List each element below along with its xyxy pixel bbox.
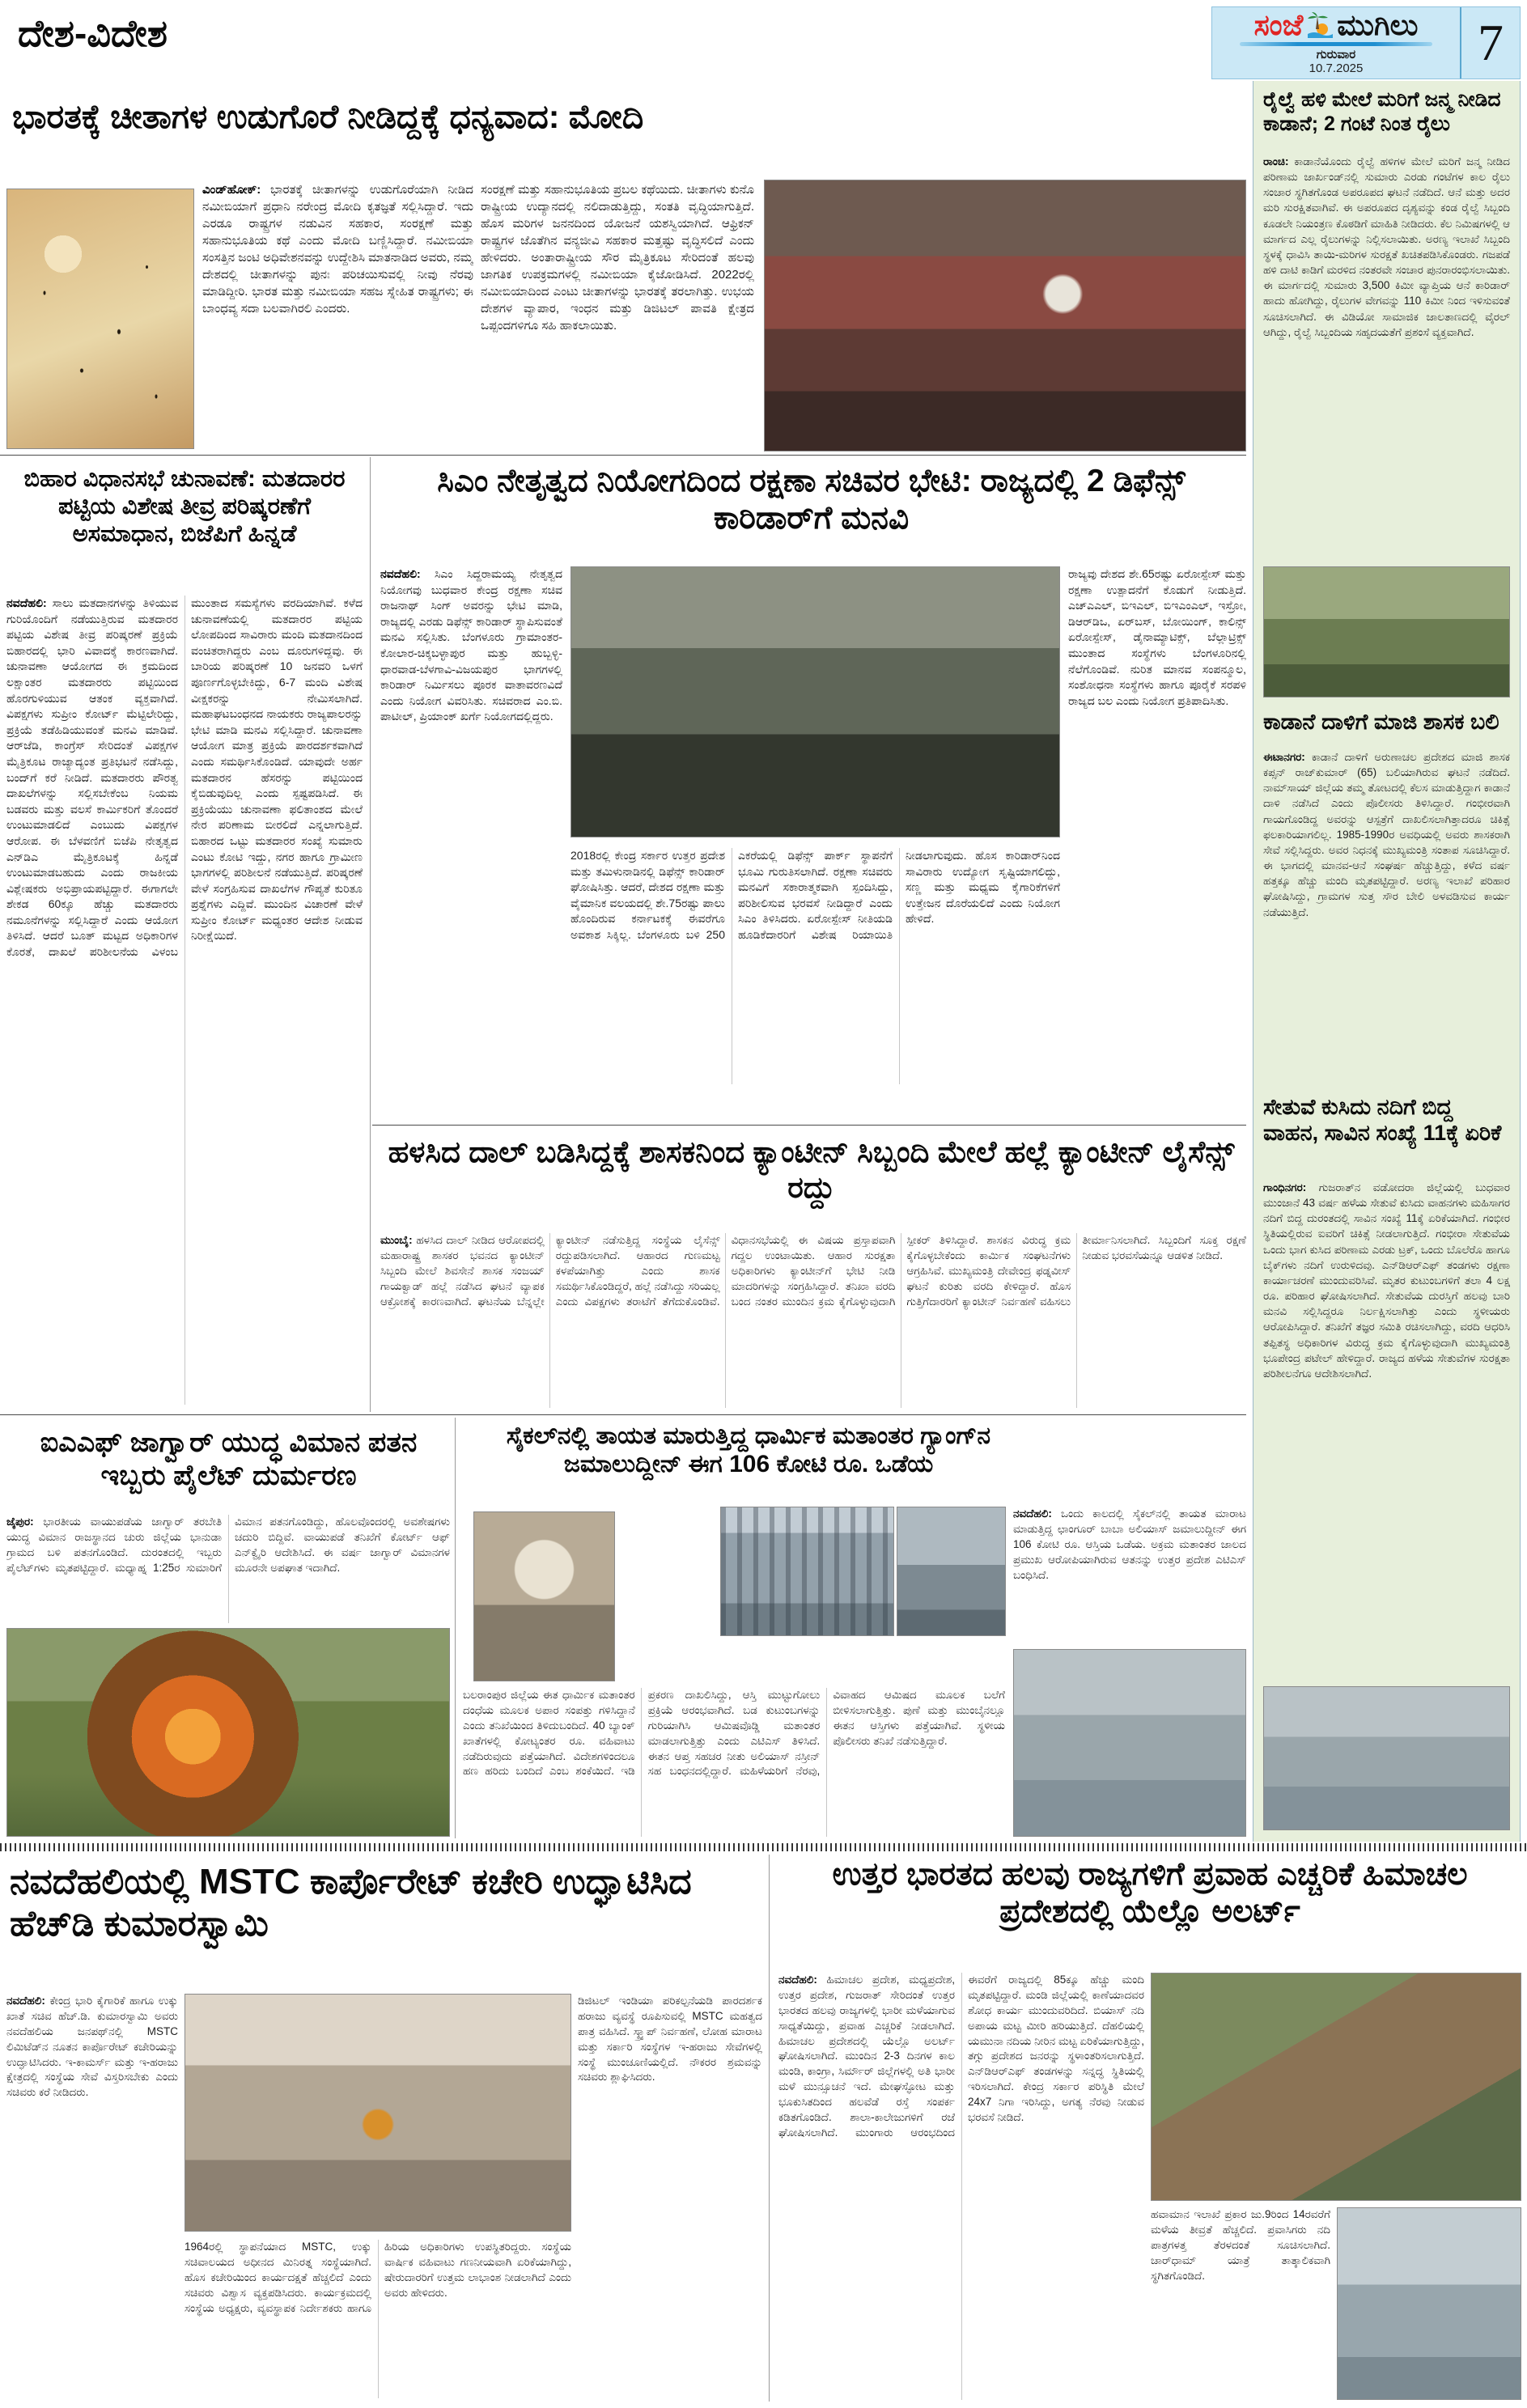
- headline-modi-cheetah[interactable]: ಭಾರತಕ್ಕೆ ಚೀತಾಗಳ ಉಡುಗೊರೆ ನೀಡಿದ್ದಕ್ಕೆ ಧನ್ಯವಾದ: ಮೋದಿ: [12, 98, 644, 135]
- modi-body-col1: ವಿಂಡ್‌ಹೋಕ್: ಭಾರತಕ್ಕೆ ಚೀತಾಗಳನ್ನು ಉಡುಗೊರೆಯಾಗಿ ನೀಡಿದ ನಮೀಬಿಯಾಗೆ ಪ್ರಧಾನಿ ನರೇಂದ್ರ ಮೋದಿ ಕೃತಜ್ಞತೆ ಸಲ್ಲಿಸಿದ್ದಾರೆ. ಇದು ಎರಡೂ ರಾಷ್ಟ್ರಗಳ ನಡುವಿನ ಸಹಕಾರ, ಸಂರಕ್ಷಣೆ ಮತ್ತು ಸಹಾನುಭೂತಿಯ ಕಥೆ ಎಂದು ಮೋದಿ ಬಣ್ಣಿಸಿದ್ದಾರೆ. ನಮೀಬಿಯಾ ಸಂಸತ್ತಿನ ಜಂಟಿ ಅಧಿವೇಶನವನ್ನು ಉದ್ದೇಶಿಸಿ ಮಾತನಾಡಿದ ಅವರು, ನಮ್ಮ ದೇಶದಲ್ಲಿ ಚೀತಾಗಳನ್ನು ಪುನಃ ಪರಿಚಯಿಸುವಲ್ಲಿ ನೀವು ನೆರವು ಮಾಡಿದ್ದೀರಿ. ಭಾರತ ಮತ್ತು ನಮೀಬಿಯಾ ಸಹಜ ಸ್ನೇಹಿತ ರಾಷ್ಟ್ರಗಳು; ಈ ಬಾಂಧವ್ಯ ಸದಾ ಬಲವಾಗಿರಲಿ ಎಂದರು.: [202, 183, 473, 316]
- baba-body-main: ಬಲರಾಂಪುರ ಜಿಲ್ಲೆಯ ಈತ ಧಾರ್ಮಿಕ ಮತಾಂತರ ದಂಧೆಯ ಮೂಲಕ ಅಪಾರ ಸಂಪತ್ತು ಗಳಿಸಿದ್ದಾನೆ ಎಂದು ತನಿಖೆಯಿಂದ ತಿಳಿದುಬಂದಿದೆ. 40 ಬ್ಯಾಂಕ್ ಖಾತೆಗಳಲ್ಲಿ ಕೋಟ್ಯಂತರ ರೂ. ವಹಿವಾಟು ನಡೆದಿರುವುದು ಪತ್ತೆಯಾಗಿದೆ. ವಿದೇಶಗಳಿಂದಲೂ ಹಣ ಹರಿದು ಬಂದಿದೆ ಎಂಬ ಶಂಕೆಯಿದೆ. ಇಡಿ ಪ್ರಕರಣ ದಾಖಲಿಸಿದ್ದು, ಆಸ್ತಿ ಮುಟ್ಟುಗೋಲು ಪ್ರಕ್ರಿಯೆ ಆರಂಭವಾಗಿದೆ. ಬಡ ಕುಟುಂಬಗಳನ್ನು ಗುರಿಯಾಗಿಸಿ ಆಮಿಷವೊಡ್ಡಿ ಮತಾಂತರ ಮಾಡಲಾಗುತ್ತಿತ್ತು ಎಂದು ಎಟಿಎಸ್ ತಿಳಿಸಿದೆ. ಈತನ ಆಪ್ತ ಸಹಚರ ನೀತು ಅಲಿಯಾಸ್ ನಸ್ರೀನ್ ಸಹ ಬಂಧನದಲ್ಲಿದ್ದಾರೆ. ಮಹಿಳೆಯರಿಗೆ ನೆರವು, ವಿವಾಹದ ಆಮಿಷದ ಮೂಲಕ ಬಲೆಗೆ ಬೀಳಿಸಲಾಗುತ್ತಿತ್ತು. ಪುಣೆ ಮತ್ತು ಮುಂಬೈನಲ್ಲೂ ಈತನ ಆಸ್ತಿಗಳು ಪತ್ತೆಯಾಗಿವೆ. ಸ್ಥಳೀಯ ಪೊಲೀಸರು ತನಿಖೆ ನಡೆಸುತ್ತಿದ್ದಾರೆ.: [463, 1689, 1005, 1778]
- dateline: ವಿಂಡ್‌ಹೋಕ್:: [202, 183, 261, 197]
- train-photo: [897, 1507, 1006, 1636]
- headline-baba-conversion[interactable]: ಸೈಕಲ್‌ನಲ್ಲಿ ತಾಯತ ಮಾರುತ್ತಿದ್ದ ಧಾರ್ಮಿಕ ಮತಾಂತರ ಗ್ಯಾಂಗ್‌ನ ಜಮಾಲುದ್ದೀನ್ ಈಗ 106 ಕೋಟಿ ರೂ. ಒಡೆಯ: [506, 1422, 991, 1478]
- parliament-photo: [764, 180, 1246, 451]
- mstc-body-left: ನವದೆಹಲಿ: ಕೇಂದ್ರ ಭಾರಿ ಕೈಗಾರಿಕೆ ಹಾಗೂ ಉಕ್ಕು ಖಾತೆ ಸಚಿವ ಹೆಚ್.ಡಿ. ಕುಮಾರಸ್ವಾಮಿ ಅವರು ನವದೆಹಲಿಯ ಜನಪಥ್‌ನಲ್ಲಿ MSTC ಲಿಮಿಟೆಡ್‌ನ ನೂತನ ಕಾರ್ಪೊರೇಟ್ ಕಚೇರಿಯನ್ನು ಉದ್ಘಾಟಿಸಿದರು. ಇ-ಕಾಮರ್ಸ್ ಮತ್ತು ಇ-ಹರಾಜು ಕ್ಷೇತ್ರದಲ್ಲಿ ಸಂಸ್ಥೆಯ ಸೇವೆ ವಿಸ್ತರಿಸಬೇಕು ಎಂದು ಸಚಿವರು ಕರೆ ನೀಡಿದರು.: [6, 1995, 178, 2099]
- himachal-body-bottom: ಹವಾಮಾನ ಇಲಾಖೆ ಪ್ರಕಾರ ಜು.9ರಿಂದ 14ರವರೆಗೆ ಮಳೆಯ ತೀವ್ರತೆ ಹೆಚ್ಚಲಿದೆ. ಪ್ರವಾಸಿಗರು ನದಿ ಪಾತ್ರಗಳತ್ತ ತೆರಳದಂತೆ ಸೂಚಿಸಲಾಗಿದೆ. ಚಾರ್‌ಧಾಮ್ ಯಾತ್ರೆ ತಾತ್ಕಾಲಿಕವಾಗಿ ಸ್ಥಗಿತಗೊಂಡಿದೆ.: [1151, 2208, 1330, 2282]
- crash-fire-photo: [6, 1628, 450, 1837]
- defense-body-bottom: 2018ರಲ್ಲಿ ಕೇಂದ್ರ ಸರ್ಕಾರ ಉತ್ತರ ಪ್ರದೇಶ ಮತ್ತು ತಮಿಳುನಾಡಿನಲ್ಲಿ ಡಿಫೆನ್ಸ್ ಕಾರಿಡಾರ್ ಘೋಷಿಸಿತ್ತು. ಆದರೆ, ದೇಶದ ರಕ್ಷಣಾ ಮತ್ತು ವೈಮಾನಿಕ ವಲಯದಲ್ಲಿ ಶೇ.75ರಷ್ಟು ಪಾಲು ಹೊಂದಿರುವ ಕರ್ನಾಟಕಕ್ಕೆ ಈವರೆಗೂ ಅವಕಾಶ ಸಿಕ್ಕಿಲ್ಲ. ಬೆಂಗಳೂರು ಬಳಿ 250 ಎಕರೆಯಲ್ಲಿ ಡಿಫೆನ್ಸ್ ಪಾರ್ಕ್ ಸ್ಥಾಪನೆಗೆ ಭೂಮಿ ಗುರುತಿಸಲಾಗಿದೆ. ರಕ್ಷಣಾ ಸಚಿವರು ಮನವಿಗೆ ಸಕಾರಾತ್ಮಕವಾಗಿ ಸ್ಪಂದಿಸಿದ್ದು, ಪರಿಶೀಲಿಸುವ ಭರವಸೆ ನೀಡಿದ್ದಾರೆ ಎಂದು ಸಿಎಂ ತಿಳಿಸಿದರು. ಏರೋಸ್ಪೇಸ್ ನೀತಿಯಡಿ ಹೂಡಿಕೆದಾರರಿಗೆ ವಿಶೇಷ ರಿಯಾಯಿತಿ ನೀಡಲಾಗುವುದು. ಹೊಸ ಕಾರಿಡಾರ್‌ನಿಂದ ಸಾವಿರಾರು ಉದ್ಯೋಗ ಸೃಷ್ಟಿಯಾಗಲಿದ್ದು, ಸಣ್ಣ ಮತ್ತು ಮಧ್ಯಮ ಕೈಗಾರಿಕೆಗಳಿಗೆ ಉತ್ತೇಜನ ದೊರೆಯಲಿದೆ ಎಂದು ನಿಯೋಗ ಹೇಳಿದೆ.: [571, 849, 1060, 941]
- page-number: 7: [1460, 7, 1520, 78]
- rail-elephant-body: ರಾಂಚಿ: ಕಾಡಾನೆಯೊಂದು ರೈಲ್ವೆ ಹಳಿಗಳ ಮೇಲೆ ಮರಿಗೆ ಜನ್ಮ ನೀಡಿದ ಪರಿಣಾಮ ಜಾರ್ಖಂಡ್‌ನಲ್ಲಿ ಸುಮಾರು ಎರಡು ಗಂಟೆಗಳ ಕಾಲ ರೈಲು ಸಂಚಾರ ಸ್ಥಗಿತಗೊಂಡ ಅಪರೂಪದ ಘಟನೆ ನಡೆದಿದೆ. ಆನೆ ಮತ್ತು ಅದರ ಮರಿ ಸುರಕ್ಷಿತವಾಗಿವೆ. ಈ ಅಪರೂಪದ ದೃಶ್ಯವನ್ನು ಕಂಡ ರೈಲ್ವೆ ಸಿಬ್ಬಂದಿ ಕೂಡಲೇ ನಿಯಂತ್ರಣ ಕೊಠಡಿಗೆ ಮಾಹಿತಿ ನೀಡಿದರು. ಕೆಲ ನಿಮಿಷಗಳಲ್ಲಿ ಆ ಮಾರ್ಗದ ಎಲ್ಲ ರೈಲುಗಳನ್ನು ನಿಲ್ಲಿಸಲಾಯಿತು. ಅರಣ್ಯ ಇಲಾಖೆ ಸಿಬ್ಬಂದಿ ಸ್ಥಳಕ್ಕೆ ಧಾವಿಸಿ ತಾಯಿ-ಮರಿಗಳ ಸುರಕ್ಷತೆ ಖಚಿತಪಡಿಸಿಕೊಂಡರು. ಗಜಪಡೆ ಹಳಿ ದಾಟಿ ಕಾಡಿಗೆ ಮರಳಿದ ನಂತರವೇ ಸಂಚಾರ ಪುನರಾರಂಭಿಸಲಾಯಿತು. ಈ ಮಾರ್ಗದಲ್ಲಿ ಸುಮಾರು 3,500 ಕಿಮೀ ವ್ಯಾಪ್ತಿಯ ಆನೆ ಕಾರಿಡಾರ್ ಹಾದು ಹೋಗಿದ್ದು, ರೈಲುಗಳ ವೇಗವನ್ನು 110 ಕಿಮೀ ನಿಂದ ಇಳಿಸುವಂತೆ ಸೂಚಿಸಲಾಗಿದೆ. ಈ ವಿಡಿಯೋ ಸಾಮಾಜಿಕ ಜಾಲತಾಣದಲ್ಲಿ ವೈರಲ್ ಆಗಿದ್ದು, ರೈಲ್ವೆ ಸಿಬ್ಬಂದಿಯ ಸಹೃದಯತೆಗೆ ಪ್ರಶಂಸೆ ವ್ಯಕ್ತವಾಗಿದೆ.: [1263, 155, 1510, 338]
- headline-rail-elephant[interactable]: ರೈಲ್ವೆ ಹಳಿ ಮೇಲೆ ಮರಿಗೆ ಜನ್ಮ ನೀಡಿದ ಕಾಡಾನೆ; 2 ಗಂಟೆ ನಿಂತ ರೈಲು: [1263, 88, 1501, 135]
- jaguar-body: ಜೈಪುರ: ಭಾರತೀಯ ವಾಯುಪಡೆಯ ಜಾಗ್ವಾರ್ ತರಬೇತಿ ಯುದ್ಧ ವಿಮಾನ ರಾಜಸ್ಥಾನದ ಚುರು ಜಿಲ್ಲೆಯ ಭಾನುಡಾ ಗ್ರಾಮದ ಬಳಿ ಪತನಗೊಂಡಿದೆ. ದುರಂತದಲ್ಲಿ ಇಬ್ಬರು ಪೈಲೆಟ್‌ಗಳು ಮೃತಪಟ್ಟಿದ್ದಾರೆ. ಮಧ್ಯಾಹ್ನ 1:25ರ ಸುಮಾರಿಗೆ ವಿಮಾನ ಪತನಗೊಂಡಿದ್ದು, ಹೊಲವೊಂದರಲ್ಲಿ ಅವಶೇಷಗಳು ಚದುರಿ ಬಿದ್ದಿವೆ. ವಾಯುಪಡೆ ತನಿಖೆಗೆ ಕೋರ್ಟ್ ಆಫ್ ಎನ್‌ಕ್ವೈರಿ ಆದೇಶಿಸಿದೆ. ಈ ವರ್ಷ ಜಾಗ್ವಾರ್ ವಿಮಾನಗಳ ಮೂರನೇ ಅಪಘಾತ ಇದಾಗಿದೆ.: [6, 1516, 450, 1574]
- masthead-day: ಗುರುವಾರ: [1316, 48, 1356, 61]
- dateline: ನವದೆಹಲಿ:: [380, 567, 421, 580]
- building-photo: [720, 1507, 894, 1636]
- defense-body-left: ನವದೆಹಲಿ: ಸಿಎಂ ಸಿದ್ದರಾಮಯ್ಯ ನೇತೃತ್ವದ ನಿಯೋಗವು ಬುಧವಾರ ಕೇಂದ್ರ ರಕ್ಷಣಾ ಸಚಿವ ರಾಜನಾಥ್ ಸಿಂಗ್ ಅವರನ್ನು ಭೇಟಿ ಮಾಡಿ, ರಾಜ್ಯದಲ್ಲಿ ಎರಡು ಡಿಫೆನ್ಸ್ ಕಾರಿಡಾರ್ ಸ್ಥಾಪಿಸುವಂತೆ ಮನವಿ ಸಲ್ಲಿಸಿತು. ಬೆಂಗಳೂರು ಗ್ರಾಮಾಂತರ-ಕೋಲಾರ-ಚಿಕ್ಕಬಳ್ಳಾಪುರ ಮತ್ತು ಹುಬ್ಬಳ್ಳಿ-ಧಾರವಾಡ-ಬೆಳಗಾವಿ-ವಿಜಯಪುರ ಭಾಗಗಳಲ್ಲಿ ಕಾರಿಡಾರ್ ನಿರ್ಮಿಸಲು ಪೂರಕ ವಾತಾವರಣವಿದೆ ಎಂದು ನಿಯೋಗ ವಿವರಿಸಿತು. ಸಚಿವರಾದ ಎಂ.ಬಿ. ಪಾಟೀಲ್, ಪ್ರಿಯಾಂಕ್ ಖರ್ಗೆ ನಿಯೋಗದಲ್ಲಿದ್ದರು.: [380, 567, 562, 723]
- himachal-body-main: ನವದೆಹಲಿ: ಹಿಮಾಚಲ ಪ್ರದೇಶ, ಮಧ್ಯಪ್ರದೇಶ, ಉತ್ತರ ಪ್ರದೇಶ, ಗುಜರಾತ್ ಸೇರಿದಂತೆ ಉತ್ತರ ಭಾರತದ ಹಲವು ರಾಜ್ಯಗಳಲ್ಲಿ ಭಾರೀ ಮಳೆಯಾಗುವ ಸಾಧ್ಯತೆಯಿದ್ದು, ಪ್ರವಾಹ ಎಚ್ಚರಿಕೆ ನೀಡಲಾಗಿದೆ. ಹಿಮಾಚಲ ಪ್ರದೇಶದಲ್ಲಿ ಯೆಲ್ಲೊ ಅಲರ್ಟ್ ಘೋಷಿಸಲಾಗಿದೆ. ಮುಂದಿನ 2-3 ದಿನಗಳ ಕಾಲ ಮಂಡಿ, ಕಾಂಗ್ರಾ, ಸಿರ್ಮೌರ್ ಜಿಲ್ಲೆಗಳಲ್ಲಿ ಅತಿ ಭಾರೀ ಮಳೆ ಮುನ್ಸೂಚನೆ ಇದೆ. ಮೇಘಸ್ಫೋಟ ಮತ್ತು ಭೂಕುಸಿತದಿಂದ ಹಲವೆಡೆ ರಸ್ತೆ ಸಂಪರ್ಕ ಕಡಿತಗೊಂಡಿದೆ. ಶಾಲಾ-ಕಾಲೇಜುಗಳಿಗೆ ರಜೆ ಘೋಷಿಸಲಾಗಿದೆ. ಮುಂಗಾರು ಆರಂಭದಿಂದ ಈವರೆಗೆ ರಾಜ್ಯದಲ್ಲಿ 85ಕ್ಕೂ ಹೆಚ್ಚು ಮಂದಿ ಮೃತಪಟ್ಟಿದ್ದಾರೆ. ಮಂಡಿ ಜಿಲ್ಲೆಯಲ್ಲಿ ಕಾಣೆಯಾದವರ ಶೋಧ ಕಾರ್ಯ ಮುಂದುವರಿದಿದೆ. ಬಿಯಾಸ್ ನದಿ ಅಪಾಯ ಮಟ್ಟ ಮೀರಿ ಹರಿಯುತ್ತಿದೆ. ದೆಹಲಿಯಲ್ಲಿ ಯಮುನಾ ನದಿಯ ನೀರಿನ ಮಟ್ಟ ಏರಿಕೆಯಾಗುತ್ತಿದ್ದು, ತಗ್ಗು ಪ್ರದೇಶದ ಜನರನ್ನು ಸ್ಥಳಾಂತರಿಸಲಾಗುತ್ತಿದೆ. ಎನ್‌ಡಿಆರ್‌ಎಫ್ ತಂಡಗಳನ್ನು ಸನ್ನದ್ಧ ಸ್ಥಿತಿಯಲ್ಲಿ ಇರಿಸಲಾಗಿದೆ. ಕೇಂದ್ರ ಸರ್ಕಾರ ಪರಿಸ್ಥಿತಿ ಮೇಲೆ 24x7 ನಿಗಾ ಇರಿಸಿದ್ದು, ಅಗತ್ಯ ನೆರವು ನೀಡುವ ಭರವಸೆ ನೀಡಿದೆ.: [778, 1973, 1144, 2139]
- headline-jaguar-crash[interactable]: ಐಎಎಫ್ ಜಾಗ್ವಾರ್ ಯುದ್ಧ ವಿಮಾನ ಪತನ ಇಬ್ಬರು ಪೈಲೆಟ್ ದುರ್ಮರಣ: [40, 1427, 418, 1492]
- flood-bridge-photo: [1337, 2207, 1521, 2400]
- bridge-river-photo: [1013, 1649, 1246, 1837]
- broken-bridge-photo: [1263, 1686, 1510, 1830]
- masthead: [1211, 6, 1521, 79]
- mstc-body-right: ಡಿಜಿಟಲ್ ಇಂಡಿಯಾ ಪರಿಕಲ್ಪನೆಯಡಿ ಪಾರದರ್ಶಕ ಹರಾಜು ವ್ಯವಸ್ಥೆ ರೂಪಿಸುವಲ್ಲಿ MSTC ಮಹತ್ವದ ಪಾತ್ರ ವಹಿಸಿದೆ. ಸ್ಕ್ರ್ಯಾಪ್ ನಿರ್ವಹಣೆ, ಲೋಹ ಮಾರಾಟ ಮತ್ತು ಸರ್ಕಾರಿ ಸಂಸ್ಥೆಗಳ ಇ-ಹರಾಜು ಸೇವೆಗಳಲ್ಲಿ ಸಂಸ್ಥೆ ಮುಂಚೂಣಿಯಲ್ಲಿದೆ. ನೌಕರರ ಶ್ರಮವನ್ನು ಸಚಿವರು ಶ್ಲಾಘಿಸಿದರು.: [578, 1995, 762, 2084]
- dateline: ನವದೆಹಲಿ:: [778, 1973, 817, 1986]
- mla-elephant-body: ಈಟಾನಗರ: ಕಾಡಾನೆ ದಾಳಿಗೆ ಅರುಣಾಚಲ ಪ್ರದೇಶದ ಮಾಜಿ ಶಾಸಕ ಕಪ್ಸನ್ ರಾಜ್‌ಕುಮಾರ್ (65) ಬಲಿಯಾಗಿರುವ ಘಟನೆ ನಡೆದಿದೆ. ನಾಮ್‌ಸಾಯ್ ಜಿಲ್ಲೆಯ ತಮ್ಮ ತೋಟದಲ್ಲಿ ಕೆಲಸ ಮಾಡುತ್ತಿದ್ದಾಗ ಕಾಡಾನೆ ದಾಳಿ ನಡೆಸಿದೆ ಎಂದು ಪೊಲೀಸರು ತಿಳಿಸಿದ್ದಾರೆ. ಗಂಭೀರವಾಗಿ ಗಾಯಗೊಂಡಿದ್ದ ಅವರನ್ನು ಆಸ್ಪತ್ರೆಗೆ ದಾಖಲಿಸಲಾಗಿತ್ತಾದರೂ ಚಿಕಿತ್ಸೆ ಫಲಕಾರಿಯಾಗಲಿಲ್ಲ. 1985-1990ರ ಅವಧಿಯಲ್ಲಿ ಅವರು ಶಾಸಕರಾಗಿ ಸೇವೆ ಸಲ್ಲಿಸಿದ್ದರು. ಅವರ ನಿಧನಕ್ಕೆ ಮುಖ್ಯಮಂತ್ರಿ ಸಂತಾಪ ಸೂಚಿಸಿದ್ದಾರೆ. ಈ ಭಾಗದಲ್ಲಿ ಮಾನವ-ಆನೆ ಸಂಘರ್ಷ ಹೆಚ್ಚುತ್ತಿದ್ದು, ಕಳೆದ ವರ್ಷ ಹತ್ತಕ್ಕೂ ಹೆಚ್ಚು ಮಂದಿ ಮೃತಪಟ್ಟಿದ್ದಾರೆ. ಅರಣ್ಯ ಇಲಾಖೆ ಪರಿಹಾರ ಘೋಷಿಸಿದ್ದು, ಗ್ರಾಮಗಳ ಸುತ್ತ ಸೌರ ಬೇಲಿ ಅಳವಡಿಸುವ ಕಾರ್ಯ ನಡೆಯುತ್ತಿದೆ.: [1263, 751, 1510, 918]
- masthead-title-red: ಸಂಜೆ: [1253, 8, 1304, 41]
- masthead-title-black: ಮುಗಿಲು: [1337, 8, 1419, 41]
- defense-body-right: ರಾಜ್ಯವು ದೇಶದ ಶೇ.65ರಷ್ಟು ಏರೋಸ್ಪೇಸ್ ಮತ್ತು ರಕ್ಷಣಾ ಉತ್ಪಾದನೆಗೆ ಕೊಡುಗೆ ನೀಡುತ್ತಿದೆ. ಎಚ್‌ಎಎಲ್, ಬಿಇಎಲ್, ಬಿಇಎಂಎಲ್, ಇಸ್ರೋ, ಡಿಆರ್‌ಡಿಒ, ಏರ್‌ಬಸ್, ಬೋಯಿಂಗ್, ಕಾಲಿನ್ಸ್ ಏರೋಸ್ಪೇಸ್, ಡೈನಾಮ್ಯಾಟಿಕ್ಸ್, ಬೆಲ್ಲಾಟ್ರಿಕ್ಸ್ ಮುಂತಾದ ಸಂಸ್ಥೆಗಳು ಬೆಂಗಳೂರಿನಲ್ಲಿ ನೆಲೆಗೊಂಡಿವೆ. ನುರಿತ ಮಾನವ ಸಂಪನ್ಮೂಲ, ಸಂಶೋಧನಾ ಸಂಸ್ಥೆಗಳು ಹಾಗೂ ಪೂರೈಕೆ ಸರಪಳಿ ರಾಜ್ಯದ ಬಲ ಎಂದು ನಿಯೋಗ ಪ್ರತಿಪಾದಿಸಿತು.: [1068, 567, 1246, 707]
- section-header: ದೇಶ-ವಿದೇಶ: [18, 12, 168, 54]
- meeting-photo: [571, 566, 1060, 837]
- palm-sun-logo-icon: [1306, 11, 1334, 39]
- baba-portrait-photo: [473, 1511, 615, 1681]
- landslide-photo: [1151, 1973, 1521, 2201]
- modi-body-col2: ಸಂರಕ್ಷಣೆ ಮತ್ತು ಸಹಾನುಭೂತಿಯ ಪ್ರಬಲ ಕಥೆಯಿದು. ಚೀತಾಗಳು ಕುನೊ ರಾಷ್ಟ್ರೀಯ ಉದ್ಯಾನದಲ್ಲಿ ನಲಿದಾಡುತ್ತಿದ್ದು, ಸಂತತಿ ವೃದ್ಧಿಯಾಗುತ್ತಿದೆ. ಹೊಸ ಮರಿಗಳ ಜನನದಿಂದ ಯೋಜನೆ ಯಶಸ್ವಿಯಾಗಿದೆ. ಆಫ್ರಿಕನ್ ರಾಷ್ಟ್ರಗಳ ಜೊತೆಗಿನ ವನ್ಯಜೀವಿ ಸಹಕಾರ ಮತ್ತಷ್ಟು ವೃದ್ಧಿಸಲಿದೆ ಎಂದು ಹೇಳಿದರು. ಅಂತಾರಾಷ್ಟ್ರೀಯ ಸೌರ ಮೈತ್ರಿಕೂಟ ಸೇರಿದಂತೆ ಹಲವು ಜಾಗತಿಕ ಉಪಕ್ರಮಗಳಲ್ಲಿ ನಮೀಬಿಯಾ ಕೈಜೋಡಿಸಿದೆ. 2022ರಲ್ಲಿ ನಮೀಬಿಯಾದಿಂದ ಎಂಟು ಚೀತಾಗಳನ್ನು ಭಾರತಕ್ಕೆ ತರಲಾಗಿತ್ತು. ಉಭಯ ದೇಶಗಳ ವ್ಯಾಪಾರ, ಇಂಧನ ಮತ್ತು ಡಿಜಿಟಲ್ ಪಾವತಿ ಕ್ಷೇತ್ರದ ಒಪ್ಪಂದಗಳಿಗೂ ಸಹಿ ಹಾಕಲಾಯಿತು.: [481, 183, 754, 333]
- dateline: ರಾಂಚಿ:: [1263, 155, 1289, 167]
- headline-bihar-election[interactable]: ಬಿಹಾರ ವಿಧಾನಸಭೆ ಚುನಾವಣೆ: ಮತದಾರರ ಪಟ್ಟಿಯ ವಿಶೇಷ ತೀವ್ರ ಪರಿಷ್ಕರಣೆಗೆ ಅಸಮಾಧಾನ, ಬಿಜೆಪಿಗೆ ಹಿನ್ನಡೆ: [23, 466, 346, 548]
- canteen-body: ಮುಂಬೈ: ಹಳಸಿದ ದಾಲ್ ನೀಡಿದ ಆರೋಪದಲ್ಲಿ ಮಹಾರಾಷ್ಟ್ರ ಶಾಸಕರ ಭವನದ ಕ್ಯಾಂಟೀನ್ ಸಿಬ್ಬಂದಿ ಮೇಲೆ ಶಿವಸೇನೆ ಶಾಸಕ ಸಂಜಯ್ ಗಾಯಕ್ವಾಡ್ ಹಲ್ಲೆ ನಡೆಸಿದ ಘಟನೆ ವ್ಯಾಪಕ ಆಕ್ರೋಶಕ್ಕೆ ಕಾರಣವಾಗಿದೆ. ಘಟನೆಯ ಬೆನ್ನಲ್ಲೇ ಕ್ಯಾಂಟೀನ್ ನಡೆಸುತ್ತಿದ್ದ ಸಂಸ್ಥೆಯ ಲೈಸೆನ್ಸ್ ರದ್ದುಪಡಿಸಲಾಗಿದೆ. ಆಹಾರದ ಗುಣಮಟ್ಟ ಕಳಪೆಯಾಗಿತ್ತು ಎಂದು ಶಾಸಕ ಸಮರ್ಥಿಸಿಕೊಂಡಿದ್ದರೆ, ಹಲ್ಲೆ ನಡೆಸಿದ್ದು ಸರಿಯಲ್ಲ ಎಂದು ವಿಪಕ್ಷಗಳು ತರಾಟೆಗೆ ತೆಗೆದುಕೊಂಡಿವೆ. ವಿಧಾನಸಭೆಯಲ್ಲಿ ಈ ವಿಷಯ ಪ್ರಸ್ತಾಪವಾಗಿ ಗದ್ದಲ ಉಂಟಾಯಿತು. ಆಹಾರ ಸುರಕ್ಷತಾ ಅಧಿಕಾರಿಗಳು ಕ್ಯಾಂಟೀನ್‌ಗೆ ಭೇಟಿ ನೀಡಿ ಮಾದರಿಗಳನ್ನು ಸಂಗ್ರಹಿಸಿದ್ದಾರೆ. ತನಿಖಾ ವರದಿ ಬಂದ ನಂತರ ಮುಂದಿನ ಕ್ರಮ ಕೈಗೊಳ್ಳುವುದಾಗಿ ಸ್ಪೀಕರ್ ತಿಳಿಸಿದ್ದಾರೆ. ಶಾಸಕನ ವಿರುದ್ಧ ಕ್ರಮ ಕೈಗೊಳ್ಳಬೇಕೆಂದು ಕಾರ್ಮಿಕ ಸಂಘಟನೆಗಳು ಆಗ್ರಹಿಸಿವೆ. ಮುಖ್ಯಮಂತ್ರಿ ದೇವೇಂದ್ರ ಫಡ್ನವೀಸ್ ಘಟನೆ ಕುರಿತು ವರದಿ ಕೇಳಿದ್ದಾರೆ. ಹೊಸ ಗುತ್ತಿಗೆದಾರರಿಗೆ ಕ್ಯಾಂಟೀನ್ ನಿರ್ವಹಣೆ ವಹಿಸಲು ತೀರ್ಮಾನಿಸಲಾಗಿದೆ. ಸಿಬ್ಬಂದಿಗೆ ಸೂಕ್ತ ರಕ್ಷಣೆ ನೀಡುವ ಭರವಸೆಯನ್ನೂ ಆಡಳಿತ ನೀಡಿದೆ.: [380, 1234, 1246, 1308]
- ribbon-cutting-photo: [185, 1994, 571, 2232]
- dateline: ಗಾಂಧಿನಗರ:: [1263, 1181, 1307, 1193]
- dotted-divider: [0, 1843, 1527, 1851]
- dateline: ನವದೆಹಲಿ:: [6, 596, 47, 609]
- headline-mla-elephant[interactable]: ಕಾಡಾನೆ ದಾಳಿಗೆ ಮಾಜಿ ಶಾಸಕ ಬಲಿ: [1263, 710, 1499, 734]
- dateline: ಜೈಪುರ:: [6, 1516, 34, 1528]
- dateline: ನವದೆಹಲಿ:: [6, 1995, 45, 2007]
- cheetah-photo: [6, 189, 194, 449]
- bridge-body: ಗಾಂಧಿನಗರ: ಗುಜರಾತ್‌ನ ವಡೋದರಾ ಜಿಲ್ಲೆಯಲ್ಲಿ ಬುಧವಾರ ಮುಂಜಾನೆ 43 ವರ್ಷ ಹಳೆಯ ಸೇತುವೆ ಕುಸಿದು ವಾಹನಗಳು ಮಹಿಸಾಗರ ನದಿಗೆ ಬಿದ್ದ ದುರಂತದಲ್ಲಿ ಸಾವಿನ ಸಂಖ್ಯೆ 11ಕ್ಕೆ ಏರಿಕೆಯಾಗಿದೆ. ಗಂಭೀರ ಸ್ಥಿತಿಯಲ್ಲಿರುವ ಐವರಿಗೆ ಚಿಕಿತ್ಸೆ ನೀಡಲಾಗುತ್ತಿದೆ. ಗಂಭೀರಾ ಸೇತುವೆಯ ಒಂದು ಭಾಗ ಕುಸಿದ ಪರಿಣಾಮ ಎರಡು ಟ್ರಕ್, ಒಂದು ಬೊಲೆರೊ ಹಾಗೂ ಬೈಕ್‌ಗಳು ನದಿಗೆ ಉರುಳಿದವು. ಎನ್‌ಡಿಆರ್‌ಎಫ್ ತಂಡಗಳು ರಕ್ಷಣಾ ಕಾರ್ಯಾಚರಣೆ ಮುಂದುವರಿಸಿವೆ. ಮೃತರ ಕುಟುಂಬಗಳಿಗೆ ತಲಾ 4 ಲಕ್ಷ ರೂ. ಪರಿಹಾರ ಘೋಷಿಸಲಾಗಿದೆ. ಸೇತುವೆಯ ದುರಸ್ತಿಗೆ ಹಲವು ಬಾರಿ ಮನವಿ ಸಲ್ಲಿಸಿದ್ದರೂ ನಿರ್ಲಕ್ಷಿಸಲಾಗಿತ್ತು ಎಂದು ಸ್ಥಳೀಯರು ಆರೋಪಿಸಿದ್ದಾರೆ. ತನಿಖೆಗೆ ತಜ್ಞರ ಸಮಿತಿ ರಚಿಸಲಾಗಿದ್ದು, ವರದಿ ಆಧರಿಸಿ ತಪ್ಪಿತಸ್ಥ ಅಧಿಕಾರಿಗಳ ವಿರುದ್ಧ ಕ್ರಮ ಕೈಗೊಳ್ಳುವುದಾಗಿ ಮುಖ್ಯಮಂತ್ರಿ ಭೂಪೇಂದ್ರ ಪಟೇಲ್ ಹೇಳಿದ್ದಾರೆ. ರಾಜ್ಯದ ಹಳೆಯ ಸೇತುವೆಗಳ ಸುರಕ್ಷತಾ ಪರಿಶೀಲನೆಗೂ ಆದೇಶಿಸಲಾಗಿದೆ.: [1263, 1181, 1510, 1380]
- masthead-date: 10.7.2025: [1309, 61, 1364, 75]
- headline-bridge-collapse[interactable]: ಸೇತುವೆ ಕುಸಿದು ನದಿಗೆ ಬಿದ್ದ ವಾಹನ, ಸಾವಿನ ಸಂಖ್ಯೆ 11ಕ್ಕೆ ಏರಿಕೆ: [1263, 1095, 1502, 1146]
- masthead-brand: [1212, 7, 1460, 78]
- mstc-body-bottom: 1964ರಲ್ಲಿ ಸ್ಥಾಪನೆಯಾದ MSTC, ಉಕ್ಕು ಸಚಿವಾಲಯದ ಅಧೀನದ ಮಿನಿರತ್ನ ಸಂಸ್ಥೆಯಾಗಿದೆ. ಹೊಸ ಕಚೇರಿಯಿಂದ ಕಾರ್ಯದಕ್ಷತೆ ಹೆಚ್ಚಲಿದೆ ಎಂದು ಸಚಿವರು ವಿಶ್ವಾಸ ವ್ಯಕ್ತಪಡಿಸಿದರು. ಕಾರ್ಯಕ್ರಮದಲ್ಲಿ ಸಂಸ್ಥೆಯ ಅಧ್ಯಕ್ಷರು, ವ್ಯವಸ್ಥಾಪಕ ನಿರ್ದೇಶಕರು ಹಾಗೂ ಹಿರಿಯ ಅಧಿಕಾರಿಗಳು ಉಪಸ್ಥಿತರಿದ್ದರು. ಸಂಸ್ಥೆಯ ವಾರ್ಷಿಕ ವಹಿವಾಟು ಗಣನೀಯವಾಗಿ ಏರಿಕೆಯಾಗಿದ್ದು, ಷೇರುದಾರರಿಗೆ ಉತ್ತಮ ಲಾಭಾಂಶ ನೀಡಲಾಗಿದೆ ಎಂದು ಅವರು ಹೇಳಿದರು.: [185, 2241, 571, 2314]
- dateline: ಮುಂಬೈ:: [380, 1234, 413, 1246]
- headline-himachal-alert[interactable]: ಉತ್ತರ ಭಾರತದ ಹಲವು ರಾಜ್ಯಗಳಿಗೆ ಪ್ರವಾಹ ಎಚ್ಚರಿಕೆ ಹಿಮಾಚಲ ಪ್ರದೇಶದಲ್ಲಿ ಯೆಲ್ಲೊ ಅಲರ್ಟ್: [832, 1857, 1468, 1930]
- masthead-underline: [1240, 42, 1433, 46]
- dateline: ನವದೆಹಲಿ:: [1013, 1507, 1052, 1520]
- sidebar-news-column: [1253, 81, 1521, 1842]
- headline-defense-corridor[interactable]: ಸಿಎಂ ನೇತೃತ್ವದ ನಿಯೋಗದಿಂದ ರಕ್ಷಣಾ ಸಚಿವರ ಭೇಟಿ: ರಾಜ್ಯದಲ್ಲಿ 2 ಡಿಫೆನ್ಸ್ ಕಾರಿಡಾರ್‌ಗೆ ಮನವಿ: [437, 464, 1186, 536]
- elephant-track-photo: [1263, 566, 1510, 697]
- headline-canteen-dal[interactable]: ಹಳಸಿದ ದಾಲ್ ಬಡಿಸಿದ್ದಕ್ಕೆ ಶಾಸಕನಿಂದ ಕ್ಯಾಂಟೀನ್ ಸಿಬ್ಬಂದಿ ಮೇಲೆ ಹಲ್ಲೆ ಕ್ಯಾಂಟೀನ್ ಲೈಸೆನ್ಸ್ ರದ್ದು: [388, 1135, 1235, 1204]
- dateline: ಈಟಾನಗರ:: [1263, 751, 1305, 763]
- baba-body-side: ನವದೆಹಲಿ: ಒಂದು ಕಾಲದಲ್ಲಿ ಸೈಕಲ್‌ನಲ್ಲಿ ತಾಯತ ಮಾರಾಟ ಮಾಡುತ್ತಿದ್ದ ಛಾಂಗೂರ್ ಬಾಬಾ ಅಲಿಯಾಸ್ ಜಮಾಲುದ್ದೀನ್ ಈಗ 106 ಕೋಟಿ ರೂ. ಆಸ್ತಿಯ ಒಡೆಯ. ಅಕ್ರಮ ಮತಾಂತರ ಜಾಲದ ಪ್ರಮುಖ ಆರೋಪಿಯಾಗಿರುವ ಆತನನ್ನು ಉತ್ತರ ಪ್ರದೇಶ ಎಟಿಎಸ್ ಬಂಧಿಸಿದೆ.: [1013, 1507, 1246, 1581]
- headline-mstc-office[interactable]: ನವದೆಹಲಿಯಲ್ಲಿ MSTC ಕಾರ್ಪೊರೇಟ್ ಕಚೇರಿ ಉದ್ಘಾಟಿಸಿದ ಹೆಚ್‌ಡಿ ಕುಮಾರಸ್ವಾಮಿ: [10, 1862, 692, 1944]
- bihar-body: ನವದೆಹಲಿ: ಸಾಲು ಮತದಾನಗಳನ್ನು ತಿಳಿಯುವ ಗುರಿಯೊಂದಿಗೆ ನಡೆಯುತ್ತಿರುವ ಮತದಾರರ ಪಟ್ಟಿಯ ವಿಶೇಷ ತೀವ್ರ ಪರಿಷ್ಕರಣೆ ಪ್ರಕ್ರಿಯೆ ಬಿಹಾರದಲ್ಲಿ ಭಾರಿ ವಿವಾದಕ್ಕೆ ಕಾರಣವಾಗಿದೆ. ಚುನಾವಣಾ ಆಯೋಗದ ಈ ಕ್ರಮದಿಂದ ಲಕ್ಷಾಂತರ ಮತದಾರರು ಪಟ್ಟಿಯಿಂದ ಹೊರಗುಳಿಯುವ ಆತಂಕ ವ್ಯಕ್ತವಾಗಿದೆ. ವಿಪಕ್ಷಗಳು ಸುಪ್ರೀಂ ಕೋರ್ಟ್ ಮೆಟ್ಟಿಲೇರಿದ್ದು, ಪ್ರಕ್ರಿಯೆ ತಡೆಹಿಡಿಯುವಂತೆ ಮನವಿ ಮಾಡಿವೆ. ಆರ್‌ಜೆಡಿ, ಕಾಂಗ್ರೆಸ್ ಸೇರಿದಂತೆ ವಿಪಕ್ಷಗಳ ಮೈತ್ರಿಕೂಟ ರಾಜ್ಯಾದ್ಯಂತ ಪ್ರತಿಭಟನೆ ನಡೆಸಿದ್ದು, ಬಂದ್‌ಗೆ ಕರೆ ನೀಡಿದೆ. ಮತದಾರರು ಪೌರತ್ವ ದಾಖಲೆಗಳನ್ನು ಸಲ್ಲಿಸಬೇಕೆಂಬ ನಿಯಮ ಬಡವರು ಮತ್ತು ವಲಸೆ ಕಾರ್ಮಿಕರಿಗೆ ತೊಂದರೆ ಉಂಟುಮಾಡಲಿದೆ ಎಂಬುದು ವಿಪಕ್ಷಗಳ ಆರೋಪ. ಈ ಬೆಳವಣಿಗೆ ಬಿಜೆಪಿ ನೇತೃತ್ವದ ಎನ್‌ಡಿಎ ಮೈತ್ರಿಕೂಟಕ್ಕೆ ಹಿನ್ನಡೆ ಉಂಟುಮಾಡಬಹುದು ಎಂದು ರಾಜಕೀಯ ವಿಶ್ಲೇಷಕರು ಅಭಿಪ್ರಾಯಪಟ್ಟಿದ್ದಾರೆ. ಈಗಾಗಲೇ ಶೇಕಡ 60ಕ್ಕೂ ಹೆಚ್ಚು ಮತದಾರರು ನಮೂನೆಗಳನ್ನು ಸಲ್ಲಿಸಿದ್ದಾರೆ ಎಂದು ಆಯೋಗ ತಿಳಿಸಿದೆ. ಆದರೆ ಬೂತ್ ಮಟ್ಟದ ಅಧಿಕಾರಿಗಳ ಕೊರತೆ, ದಾಖಲೆ ಪರಿಶೀಲನೆಯ ವಿಳಂಬ ಮುಂತಾದ ಸಮಸ್ಯೆಗಳು ವರದಿಯಾಗಿವೆ. ಕಳೆದ ಚುನಾವಣೆಯಲ್ಲಿ ಮತದಾರರ ಪಟ್ಟಿಯ ಲೋಪದಿಂದ ಸಾವಿರಾರು ಮಂದಿ ಮತದಾನದಿಂದ ವಂಚಿತರಾಗಿದ್ದರು ಎಂಬ ದೂರುಗಳಿದ್ದವು. ಈ ಬಾರಿಯ ಪರಿಷ್ಕರಣೆ 10 ಜನವರಿ ಒಳಗೆ ಪೂರ್ಣಗೊಳ್ಳಬೇಕಿದ್ದು, 6-7 ಮಂದಿ ವಿಶೇಷ ವೀಕ್ಷಕರನ್ನು ನೇಮಿಸಲಾಗಿದೆ. ಮಹಾಘಟಬಂಧನದ ನಾಯಕರು ರಾಜ್ಯಪಾಲರನ್ನು ಭೇಟಿ ಮಾಡಿ ಮನವಿ ಸಲ್ಲಿಸಿದ್ದಾರೆ. ಚುನಾವಣಾ ಆಯೋಗ ಮಾತ್ರ ಪ್ರಕ್ರಿಯೆ ಪಾರದರ್ಶಕವಾಗಿದೆ ಎಂದು ಸಮರ್ಥಿಸಿಕೊಂಡಿದೆ. ಯಾವುದೇ ಅರ್ಹ ಮತದಾರನ ಹೆಸರನ್ನು ಪಟ್ಟಿಯಿಂದ ಕೈಬಿಡುವುದಿಲ್ಲ ಎಂದು ಸ್ಪಷ್ಟಪಡಿಸಿದೆ. ಈ ಪ್ರಕ್ರಿಯೆಯು ಚುನಾವಣಾ ಫಲಿತಾಂಶದ ಮೇಲೆ ನೇರ ಪರಿಣಾಮ ಬೀರಲಿದೆ ಎನ್ನಲಾಗುತ್ತಿದೆ. ಬಿಹಾರದ ಒಟ್ಟು ಮತದಾರರ ಸಂಖ್ಯೆ ಸುಮಾರು ಎಂಟು ಕೋಟಿ ಇದ್ದು, ನಗರ ಹಾಗೂ ಗ್ರಾಮೀಣ ಭಾಗಗಳಲ್ಲಿ ಪರಿಶೀಲನೆ ನಡೆಯುತ್ತಿದೆ. ಪರಿಷ್ಕರಣೆ ವೇಳೆ ಸಂಗ್ರಹಿಸುವ ದಾಖಲೆಗಳ ಗೌಪ್ಯತೆ ಕುರಿತೂ ಪ್ರಶ್ನೆಗಳು ಎದ್ದಿವೆ. ಮುಂದಿನ ವಿಚಾರಣೆ ವೇಳೆ ಸುಪ್ರೀಂ ಕೋರ್ಟ್ ಮಧ್ಯಂತರ ಆದೇಶ ನೀಡುವ ನಿರೀಕ್ಷೆಯಿದೆ.: [6, 596, 363, 959]
